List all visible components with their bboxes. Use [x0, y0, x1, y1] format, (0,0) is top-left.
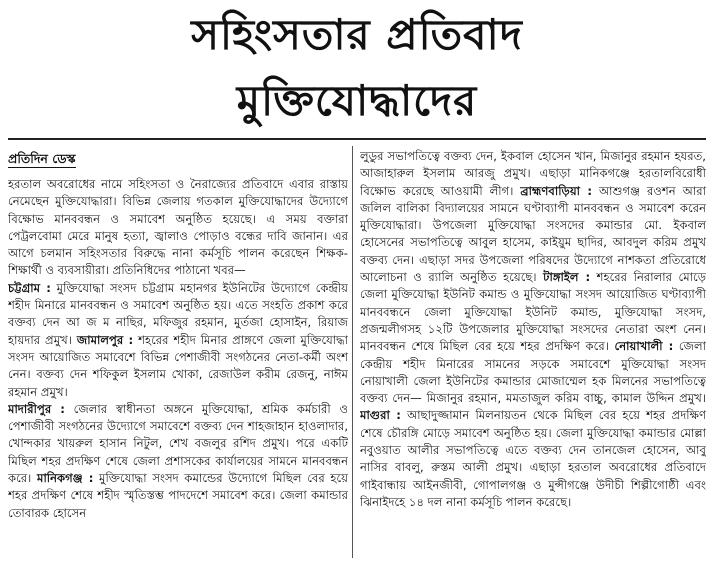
- article-body-right: [360, 148, 706, 511]
- intro-text: হরতাল অবরোধের নামে সহিংসতা ও নৈরাজ্যের প্রতিবাদে এবার রাস্তায় নেমেছেন মুক্তিযোদ্ধারা। বিভিন্ন জেলায় গতকাল মুক্তিযোদ্ধাদের উদ্যোগে বিক্ষোভ মানববন্ধন ও সমাবেশ অনুষ্ঠিত হয়েছে। এ সময় বক্তারা পেট্রলবোমা মেরে মানুষ হত্যা, জ্বালাও পোড়াও বন্ধের দাবি জানান। এর আগে চলমান সহিংসতার বিরুদ্ধে নানা কর্মসূচি পালন করেছেন শিক্ষক-শিক্ষার্থী ও ব্যবসায়ীরা। প্রতিনিধিদের পাঠানো খবর—: [8, 177, 348, 278]
- chattogram-text: মুক্তিযোদ্ধা সংসদ চট্টগ্রাম মহানগর ইউনিটের উদ্যোগে কেন্দ্রীয় শহীদ মিনারে মানববন্ধন ও সমাবেশ অনুষ্ঠিত হয়। এতে সংহতি প্রকাশ করে বক্তব্য দেন আ জ ম নাছির, মফিজুর রহমান, মুর্তজা হোসাইন, রিয়াজ হায়দার প্রমুখ।: [8, 280, 348, 347]
- madaripur-text: জেলার স্বাধীনতা অঙ্গনে মুক্তিযোদ্ধা, শ্রমিক কর্মচারী ও পেশাজীবী সংগঠনের উদ্যোগে সমাবেশে বক্তব্য দেন শাহজাহান হাওলাদার, খোন্দকার খায়রুল হাসান নিটুল, শেখ বজলুর রশিদ প্রমুখ। পরে একটি মিছিল শহর প্রদক্ষিণ শেষে জেলা প্রশাসকের কার্যালয়ের সামনে মানববন্ধন করে।: [8, 401, 348, 486]
- headline-line-2: মুক্তিযোদ্ধাদের: [236, 76, 478, 125]
- tangail-label: টাঙ্গাইল :: [543, 270, 591, 285]
- manikganj-label: মানিকগঞ্জ :: [37, 471, 94, 486]
- continued-text: লুডুর সভাপতিত্বে বক্তব্য দেন, ইকবাল হোসেন খান, মিজানুর রহমান হযরত, আজাহারুল ইসলাম আরজু প্রমুখ। এছাড়া মানিকগঞ্জে হরতালবিরোধী বিক্ষোভ করেছে আওয়ামী লীগ।: [360, 149, 706, 198]
- tangail-text: শহরের নিরালার মোড়ে জেলা মুক্তিযোদ্ধা ইউনিট কমান্ড ও মুক্তিযোদ্ধা সংসদ আয়োজিত ঘণ্টাব্যাপী মানববন্ধনে জেলা মুক্তিযোদ্ধা ইউনিট কমান্ড, মুক্তিযোদ্ধা সংসদ, প্রজন্মলীগসহ ১২টি উপজেলার মুক্তিযোদ্ধা সংসদের নেতারা অংশ নেন। মানববন্ধন শেষে মিছিল বের হয়ে শহর প্রদক্ষিণ করে।: [360, 270, 706, 354]
- magura-label: মাগুরা :: [360, 408, 401, 423]
- magura-text: আছাদুজ্জামান মিলনায়তন থেকে মিছিল বের হয়ে শহর প্রদক্ষিণ শেষে চৌরঙ্গি মোড়ে সমাবেশ অনুষ্ঠিত হয়। জেলা মুক্তিযোদ্ধা কমান্ডার মোল্লা নবুওয়াত আলীর সভাপতিত্বে এতে বক্তব্য দেন তানজেল হোসেন, আবু নাসির বাবলু, রুস্তম আলী প্রমুখ। এছাড়া হরতাল অবরোধের প্রতিবাদে গাইবান্ধায় আইনজীবী, গোপালগঞ্জ ও মুন্সীগঞ্জে উদীচী শিল্পীগোষ্ঠী এবং ঝিনাইদহে ১৪ দল নানা কর্মসূচি পালন করেছে।: [360, 408, 706, 509]
- madaripur-label: মাদারীপুর :: [8, 401, 65, 416]
- headline-rule: [8, 138, 706, 140]
- noakhali-label: নোয়াখালী :: [614, 339, 674, 354]
- left-column: [8, 148, 348, 560]
- byline: প্রতিদিন ডেস্ক: [8, 151, 76, 166]
- headline-line-1: সহিংসতার প্রতিবাদ: [191, 10, 523, 59]
- brahmanbaria-label: ব্রাহ্মণবাড়িয়া :: [520, 183, 593, 198]
- manikganj-text: মুক্তিযোদ্ধা সংসদ কমান্ডের উদ্যোগে মিছিল বের হয়ে শহর প্রদক্ষিণ শেষে শহীদ স্মৃতিস্তম্ভ পাদদেশে সমাবেশ করে। জেলা কমান্ডার তোবারক হোসেন: [8, 471, 348, 520]
- article-body-left: [8, 176, 348, 522]
- jamalpur-label: জামালপুর :: [76, 332, 134, 347]
- chattogram-label: চট্টগ্রাম :: [8, 280, 51, 295]
- right-column: [360, 148, 706, 560]
- brahmanbaria-text: আশুগঞ্জ রওশন আরা জলিল বালিকা বিদ্যালয়ের সামনে ঘণ্টাব্যাপী মানববন্ধন ও সমাবেশ করেন মুক্তিযোদ্ধারা। উপজেলা মুক্তিযোদ্ধা সংসদের কমান্ডার মো. ইকবাল হোসেনের সভাপতিত্বে আবুল হাসেম, কাইয়ুম ছাদির, আবদুল করিম প্রমুখ বক্তব্য দেন। এছাড়া সদর উপজেলা পরিষদের উদ্যোগে নাশকতা প্রতিরোধে আলোচনা ও র‌্যালি অনুষ্ঠিত হয়েছে।: [360, 183, 706, 285]
- jamalpur-text: শহরের শহীদ মিনার প্রাঙ্গণে জেলা মুক্তিযোদ্ধা সংসদ আয়োজিত সমাবেশে বিভিন্ন পেশাজীবী সংগঠনের নেতা-কর্মী অংশ নেন। বক্তব্য দেন শফিকুল ইসলাম খোকা, রেজাউল করীম রেজনু, নাঈম রহমান প্রমুখ।: [8, 332, 348, 399]
- column-divider: [352, 146, 353, 558]
- noakhali-text: জেলা কেন্দ্রীয় শহীদ মিনারের সামনের সড়কে সমাবেশে মুক্তিযোদ্ধা সংসদ নোয়াখালী জেলা ইউনিটের কমান্ডার মোজাম্মেল হক মিলনের সভাপতিত্বে বক্তব্য দেন— মিজানুর রহমান, মমতাজুল করিম বাচ্চু, কামাল উদ্দিন প্রমুখ।: [360, 339, 706, 406]
